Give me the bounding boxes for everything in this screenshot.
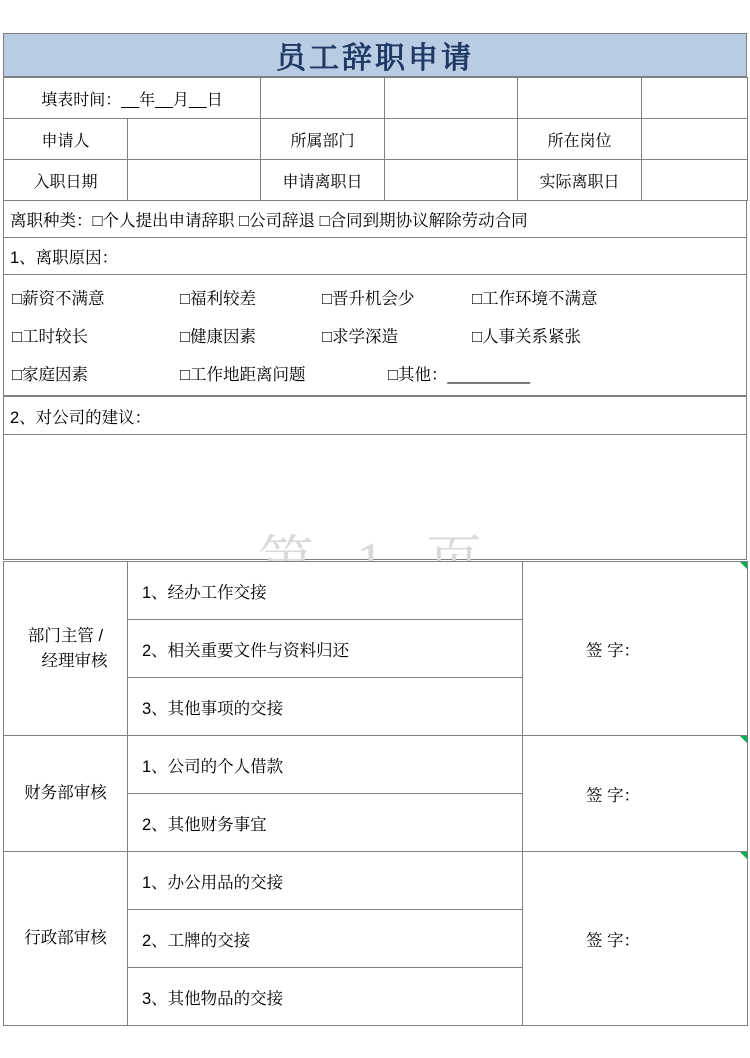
table-row [4,275,747,396]
approval-label-department [4,562,128,736]
reason-checkbox-salary[interactable]: □薪资不满意 [12,290,105,308]
handover-approval-table [3,561,748,1026]
reason-options-cell [4,275,747,396]
leave-type-table [3,200,747,238]
reason-checkbox-health[interactable]: □健康因素 [180,328,256,346]
handover-item-dept-1[interactable]: 1、经办工作交接 [128,562,523,620]
reason-heading: 1、离职原因： [4,238,747,275]
fill-date-cell-3[interactable] [518,78,642,119]
reason-checkbox-welfare[interactable]: □福利较差 [180,290,256,308]
position-label: 所在岗位 [518,119,642,160]
employee-info-table [3,77,748,201]
signature-field-finance[interactable] [523,736,748,852]
table-row [4,736,748,794]
fill-date-label: 填表时间：__年__月__日 [4,78,261,119]
signature-field-admin[interactable] [523,852,748,1026]
comment-marker-icon [740,852,747,859]
comment-marker-icon [740,736,747,743]
handover-item-dept-2[interactable]: 2、相关重要文件与资料归还 [128,620,523,678]
actual-leave-date-input[interactable] [642,160,748,201]
suggestion-input[interactable] [4,435,747,560]
table-row [4,238,747,275]
reason-option-row [12,323,738,347]
reason-checkbox-worktime[interactable]: □工时较长 [12,328,88,346]
approval-label-line1: 部门主管 / [27,626,104,645]
table-row [4,397,747,435]
reason-options-list [10,281,740,389]
fill-date-cell-1[interactable] [261,78,385,119]
approval-label-line2: 经理审核 [41,651,108,670]
handover-item-finance-2[interactable]: 2、其他财务事宜 [128,794,523,852]
apply-leave-date-input[interactable] [385,160,518,201]
fill-date-cell-2[interactable] [385,78,518,119]
reason-checkbox-relationship[interactable]: □人事关系紧张 [472,328,581,346]
fill-date-cell-4[interactable] [642,78,748,119]
handover-item-admin-2[interactable]: 2、工牌的交接 [128,910,523,968]
table-row [4,201,747,238]
reason-checkbox-study[interactable]: □求学深造 [322,328,398,346]
signature-field-department[interactable] [523,562,748,736]
entry-date-label: 入职日期 [4,160,128,201]
reason-checkbox-environment[interactable]: □工作环境不满意 [472,290,598,308]
approval-label-finance: 财务部审核 [4,736,128,852]
page-title: 员工辞职申请 [276,42,474,75]
reason-checkbox-distance[interactable]: □工作地距离问题 [180,366,306,384]
department-input[interactable] [385,119,518,160]
handover-item-admin-1[interactable]: 1、办公用品的交接 [128,852,523,910]
reason-checkbox-promotion[interactable]: □晋升机会少 [322,290,415,308]
applicant-label: 申请人 [4,119,128,160]
handover-item-dept-3[interactable]: 3、其他事项的交接 [128,678,523,736]
table-row [4,435,747,560]
company-suggestion-table [3,396,747,560]
approval-label-admin: 行政部审核 [4,852,128,1026]
department-label: 所属部门 [261,119,385,160]
comment-marker-icon [740,562,747,569]
handover-item-finance-1[interactable]: 1、公司的个人借款 [128,736,523,794]
suggestion-heading: 2、对公司的建议： [4,397,747,435]
reason-option-row [12,285,738,309]
actual-leave-date-label: 实际离职日 [518,160,642,201]
table-row [4,562,748,620]
position-input[interactable] [642,119,748,160]
applicant-input[interactable] [128,119,261,160]
handover-item-admin-3[interactable]: 3、其他物品的交接 [128,968,523,1026]
leave-type-line[interactable]: 离职种类：□个人提出申请辞职 □公司辞退 □合同到期协议解除劳动合同 [4,201,747,238]
signature-label: 签 字： [585,786,641,805]
resignation-reason-table [3,237,747,396]
signature-label: 签 字： [585,931,641,950]
entry-date-input[interactable] [128,160,261,201]
table-row [4,119,748,160]
table-row [4,78,748,119]
reason-checkbox-family[interactable]: □家庭因素 [12,366,88,384]
table-row [4,160,748,201]
reason-checkbox-other[interactable]: □其他：_________ [388,366,531,384]
form-title-bar [3,33,747,77]
table-row [4,852,748,910]
apply-leave-date-label: 申请离职日 [261,160,385,201]
signature-label: 签 字： [585,641,641,660]
reason-option-row [12,361,738,385]
